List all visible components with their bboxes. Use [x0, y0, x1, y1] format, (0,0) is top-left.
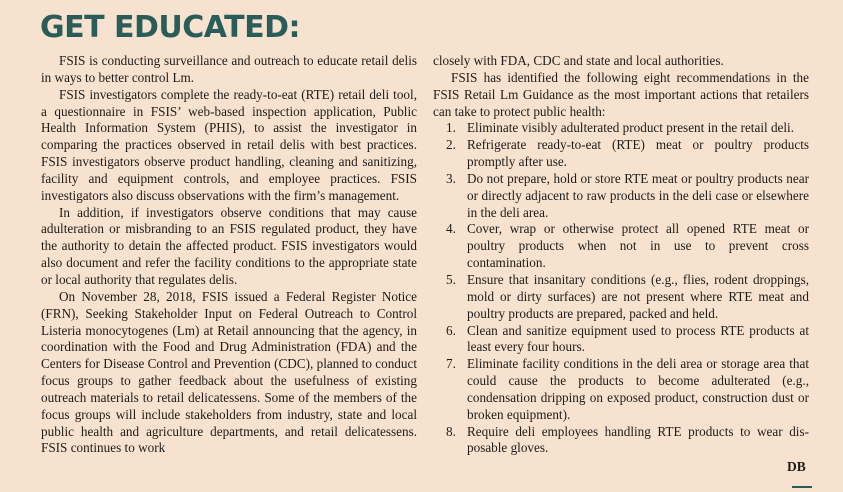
list-item	[433, 120, 809, 137]
list-item-number: 3.	[446, 170, 456, 186]
list-item-number: 5.	[446, 271, 456, 287]
list-item-number: 1.	[446, 120, 456, 136]
right-column	[433, 53, 809, 457]
body-paragraph: FSIS investigators complete the ready-to-eat (RTE) retail deli tool, a questionnaire in FSIS’ web-based inspection application, Public Health Information System (PHIS), to assist the investigator in comparing the practices observed in retail delis with best practices. FSIS investigators observe product handling, cleaning and sanitizing, facility and equipment controls, and employee practices. FSIS investigators also discuss observations with the firm’s management.	[41, 86, 417, 203]
list-item	[433, 323, 809, 357]
list-item	[433, 356, 809, 423]
left-column	[41, 53, 417, 457]
list-item-text: Do not prepare, hold or store RTE meat or poultry products near or directly adjacent to raw products in the deli case or elsewhere in the deli area.	[467, 170, 809, 220]
list-item-number: 6.	[446, 322, 456, 338]
body-paragraph: On November 28, 2018, FSIS issued a Federal Register Notice (FRN), Seeking Stakeholder Input on Federal Outreach to Control Listeria monocytogenes (Lm) at Retail announcing that the agency, in coordination with the Food and Drug Administration (FDA) and the Centers for Disease Control and Prevention (CDC), planned to conduct focus groups to gather feedback about the usefulness of existing outreach materials to retail delicatessens. Some of the members of the focus groups will include stakeholders from industry, state and local public health and agriculture departments, and retail delicatessens. FSIS continues to work	[41, 288, 417, 456]
headline: GET EDUCATED:	[40, 10, 301, 45]
body-paragraph: In addition, if investigators observe conditions that may cause adulteration or misbranding to an FSIS regulated product, they have the authority to detain the affected product. FSIS investigators would also document and refer the facility conditions to the appropriate state or local authority that regulates delis.	[41, 204, 417, 287]
list-item	[433, 272, 809, 323]
list-item-text: Refrigerate ready-to-eat (RTE) meat or poultry products promptly after use.	[467, 137, 809, 170]
list-item-text: Require deli employees handling RTE products to wear disposable gloves.	[467, 423, 809, 456]
list-item-number: 7.	[446, 356, 456, 372]
list-item-number: 8.	[446, 423, 456, 439]
recommendations-list	[433, 120, 809, 457]
body-paragraph: FSIS is conducting surveillance and outreach to educate retail delis in ways to better control Lm.	[41, 53, 417, 85]
list-item-text: Ensure that insanitary conditions (e.g., flies, rodent droppings, mold or dirty surfaces) are not present where RTE meat and poultry products are prepared, packed and held.	[467, 271, 809, 321]
list-item-number: 4.	[446, 221, 456, 237]
list-item	[433, 221, 809, 272]
list-item	[433, 137, 809, 171]
author-initials: DB	[787, 459, 806, 474]
list-item-text: Eliminate facility conditions in the deli area or storage area that could cause the products to become adulterated (e.g., condensation dripping on exposed product, construction dust or broken equipment).	[467, 356, 809, 422]
list-item-number: 2.	[446, 137, 456, 153]
list-item	[433, 171, 809, 222]
list-item-text: Clean and sanitize equipment used to process RTE products at least every four hours.	[467, 322, 809, 355]
list-item	[433, 424, 809, 458]
list-item-text: Eliminate visibly adulterated product present in the retail deli.	[467, 120, 795, 136]
continued-paragraph: closely with FDA, CDC and state and local authorities.	[433, 53, 724, 68]
page-folio-mark	[792, 486, 812, 492]
recommendations-intro: FSIS has identified the following eight recommendations in the FSIS Retail Lm Guidance as the most important actions that retailers can take to protect public health:	[433, 69, 809, 119]
list-item-text: Cover, wrap or otherwise protect all opened RTE meat or poultry products when not in use to prevent cross contamination.	[467, 221, 809, 271]
